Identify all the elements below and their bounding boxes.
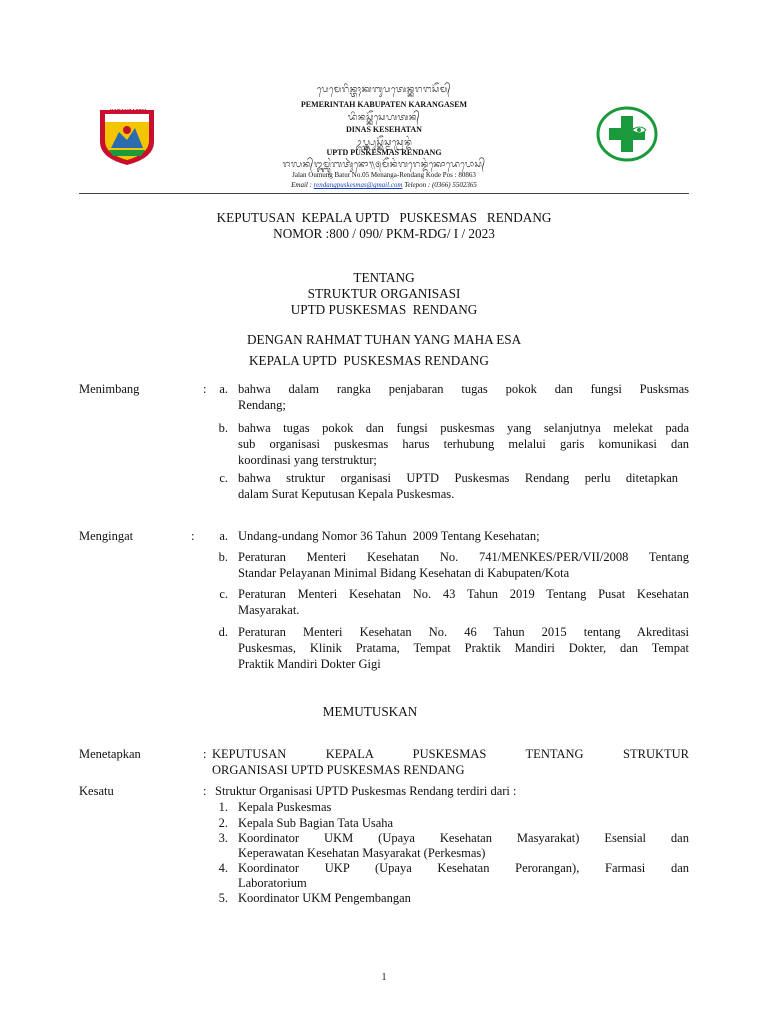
balinese-line-2: ᬤᬶᬦᬲ᭄ᬓᭂᬲᬾᬳᬢᬦ᭄	[347, 113, 421, 123]
menimbang-b-marker: b.	[218, 421, 228, 435]
kesatu-5-marker: 5.	[218, 891, 228, 905]
menetapkan-label: Menetapkan	[79, 747, 141, 761]
mengingat-a-line1: Undang-undang Nomor 36 Tahun 2009 Tentang Kesehatan;	[238, 529, 540, 543]
kesatu-colon: :	[203, 784, 207, 798]
invocation: DENGAN RAHMAT TUHAN YANG MAHA ESA	[247, 332, 522, 347]
kesatu-2-marker: 2.	[218, 816, 228, 830]
email-link[interactable]: rendangpuskesmas@gmail.com	[313, 181, 403, 189]
menimbang-c-line1: bahwa struktur organisasi UPTD Puskesmas Rendang perlu ditetapkan	[238, 471, 678, 485]
mengingat-d-line3: Praktik Mandiri Dokter Gigi	[238, 657, 381, 671]
menimbang-b-line1: bahwa tugas pokok dan fungsi puskesmas yang selanjutnya melekat pada	[238, 421, 689, 435]
kesatu-4-marker: 4.	[218, 861, 228, 875]
kesatu-label: Kesatu	[79, 784, 114, 798]
page-number: 1	[381, 972, 387, 983]
mengingat-d-marker: d.	[218, 625, 228, 639]
karangasem-logo	[97, 108, 157, 166]
menimbang-a-line2: Rendang;	[238, 398, 286, 412]
logo-label: KARANGASEM	[109, 109, 147, 115]
letterhead	[0, 0, 768, 200]
unit-name: UPTD PUSKESMAS RENDANG	[326, 148, 442, 157]
kesatu-2-line1: Kepala Sub Bagian Tata Usaha	[238, 816, 394, 830]
mengingat-c-marker: c.	[219, 587, 228, 601]
kesatu-intro: Struktur Organisasi UPTD Puskesmas Rendang terdiri dari :	[215, 784, 517, 798]
decree-number: NOMOR :800 / 090/ PKM-RDG/ I / 2023	[273, 226, 495, 241]
contact-line	[234, 181, 534, 189]
mengingat-b-line2: Standar Pelayanan Minimal Bidang Kesehatan di Kabupaten/Kota	[238, 566, 570, 580]
menimbang-b-line3: koordinasi yang terstruktur;	[238, 453, 377, 467]
kesatu-3-line1: Koordinator UKM (Upaya Kesehatan Masyarakat) Esensial dan	[238, 831, 689, 845]
mengingat-b-line1: Peraturan Menteri Kesehatan No. 741/MENKES/PER/VII/2008 Tentang	[238, 550, 689, 564]
menetapkan-line1: KEPUTUSAN KEPALA PUSKESMAS TENTANG STRUKTUR	[212, 747, 689, 761]
menimbang-colon: :	[203, 382, 207, 396]
kesatu-3-line2: Keperawatan Kesehatan Masyarakat (Perkesmas)	[238, 846, 486, 860]
menimbang-a-marker: a.	[219, 382, 228, 396]
kesatu-4-line2: Laboratorium	[238, 876, 307, 890]
kesatu-4-line1: Koordinator UKP (Upaya Kesehatan Perorangan), Farmasi dan	[238, 861, 689, 875]
letterhead-divider	[79, 193, 689, 194]
mengingat-colon: :	[191, 529, 195, 543]
decree-title: KEPUTUSAN KEPALA UPTD PUSKESMAS RENDANG	[216, 210, 552, 225]
mengingat-label: Mengingat	[79, 529, 134, 543]
puskesmas-cross-logo	[596, 106, 658, 162]
menimbang-a-line1: bahwa dalam rangka penjabaran tugas pokok dan fungsi Pusksmas	[238, 382, 689, 396]
kesatu-1-marker: 1.	[218, 800, 228, 814]
subject-line-1: STRUKTUR ORGANISASI	[307, 286, 461, 301]
memutuskan-heading: MEMUTUSKAN	[322, 704, 418, 719]
email-label: Email :	[291, 181, 314, 189]
menetapkan-colon: :	[203, 747, 207, 761]
kesatu-1-line1: Kepala Puskesmas	[238, 800, 332, 814]
subject-line-2: UPTD PUSKESMAS RENDANG	[290, 302, 478, 317]
menetapkan-line2: ORGANISASI UPTD PUSKESMAS RENDANG	[212, 763, 465, 777]
mengingat-b-marker: b.	[218, 550, 228, 564]
mengingat-c-line1: Peraturan Menteri Kesehatan No. 43 Tahun 2019 Tentang Pusat Kesehatan	[238, 587, 689, 601]
kesatu-3-marker: 3.	[218, 831, 228, 845]
mengingat-d-line1: Peraturan Menteri Kesehatan No. 46 Tahun 2015 tentang Akreditasi	[238, 625, 689, 639]
mengingat-c-line2: Masyarakat.	[238, 603, 300, 617]
balinese-line-1: ᬧᬾᬫᬾᬭᬶᬦ᭄ᬢᬄᬓᬩᬸᬧᬢᬾᬦ᭄ᬓᬭᬗᬲᭂᬫ᭄	[317, 85, 451, 95]
mengingat-d-line2: Puskesmas, Klinik Pratama, Tempat Praktik Mandiri Dokter, dan Tempat	[238, 641, 689, 655]
balinese-line-3: ᬉᬧ᭄ᬢ᭄ᬤ᭄ᬧᬸᬲ᭄ᬓᭂᬲ᭄ᬫᬲ᭄ᬭᬾᬦ᭄ᬤᬂ	[355, 138, 413, 148]
head-title: KEPALA UPTD PUSKESMAS RENDANG	[249, 353, 489, 368]
balinese-line-4: ᬚᬮᬦ᭄ᬑᬫ᭄ᬩᬸᬂᬩᬢᬸᬃᬦᭀ᭟᭕ᬫᭂᬦᬂᬕᬭᬾᬦ᭄ᬤᬂᬓᭀᬤᬾᬧᭀᬲ᭄	[282, 160, 486, 170]
department-name: DINAS KESEHATAN	[346, 125, 422, 134]
government-name: PEMERINTAH KABUPATEN KARANGASEM	[300, 100, 468, 109]
mengingat-a-marker: a.	[219, 529, 228, 543]
menimbang-b-line2: sub organisasi puskesmas harus terhubung melalui garis komunikasi dan	[238, 437, 689, 451]
kesatu-5-line1: Koordinator UKM Pengembangan	[238, 891, 411, 905]
menimbang-c-marker: c.	[219, 471, 228, 485]
phone: Telepon : (0366) 5502365	[402, 181, 477, 189]
address: Jalan Oumung Batur No.05 Menanga-Rendang Kode Pos : 80863	[292, 171, 476, 179]
menimbang-c-line2: dalam Surat Keputusan Kepala Puskesmas.	[238, 487, 455, 501]
tentang-heading: TENTANG	[353, 270, 415, 285]
menimbang-label: Menimbang	[79, 382, 140, 396]
